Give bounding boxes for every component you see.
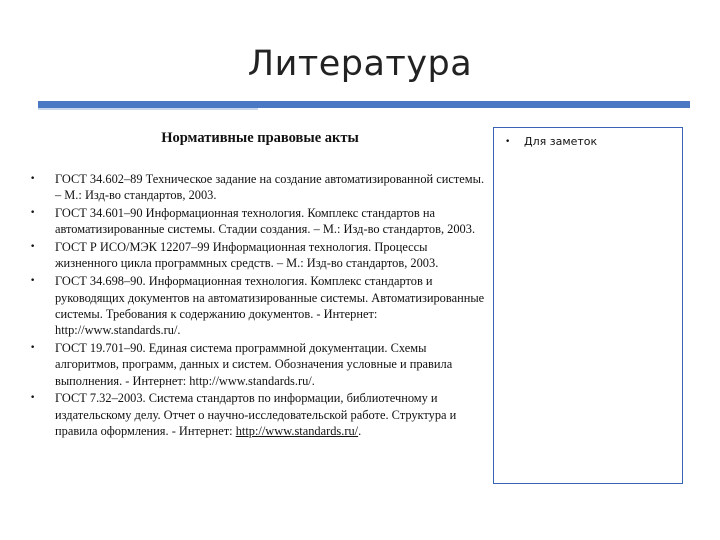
reference-text: ГОСТ 19.701–90. Единая система программной документации. Схемы алгоритмов, программ, данных и систем. Обозначения условные и правила выполнения. - Интернет: http://www.standards.ru/. bbox=[55, 340, 453, 388]
reference-item bbox=[28, 205, 490, 238]
references-list bbox=[28, 171, 490, 441]
slide-title: Литература bbox=[247, 44, 473, 84]
reference-text: ГОСТ Р ИСО/МЭК 12207–99 Информационная технология. Процессы жизненного цикла программных средств. – М.: Изд-во стандартов, 2003. bbox=[55, 240, 439, 271]
standards-link[interactable]: http://www.standards.ru/ bbox=[235, 423, 359, 438]
notes-label: Для заметок bbox=[524, 135, 598, 148]
bullet-icon: • bbox=[30, 393, 36, 404]
reference-item bbox=[28, 273, 490, 338]
bullet-icon: • bbox=[30, 342, 36, 353]
notes-bullet-icon: • bbox=[505, 137, 511, 147]
reference-text: ГОСТ 34.601–90 Информационная технология. Комплекс стандартов на автоматизированные системы. Стадии создания. – М.: Изд-во стандартов, 2003. bbox=[55, 206, 476, 237]
reference-text-start: ГОСТ 7.32–2003. Система стандартов по информации, библиотечному и издательскому делу. Отчет о научно-исследовательской работе. Структура и правила оформления. - Интернет: bbox=[55, 391, 457, 438]
reference-text-end: . bbox=[358, 423, 362, 438]
title-underline-rule bbox=[38, 101, 690, 108]
reference-item bbox=[28, 171, 490, 204]
reference-item bbox=[28, 340, 490, 389]
reference-item bbox=[28, 239, 490, 272]
reference-text: ГОСТ 34.602–89 Техническое задание на создание автоматизированной системы. – М.: Изд-во стандартов, 2003. bbox=[55, 172, 485, 203]
reference-text bbox=[55, 391, 456, 438]
section-subheading: Нормативные правовые акты bbox=[161, 130, 359, 146]
bullet-icon: • bbox=[30, 208, 36, 219]
bullet-icon: • bbox=[30, 276, 36, 287]
reference-item bbox=[28, 390, 490, 439]
bullet-icon: • bbox=[30, 242, 36, 253]
bullet-icon: • bbox=[30, 174, 36, 184]
notes-box[interactable] bbox=[493, 127, 683, 484]
reference-text: ГОСТ 34.698–90. Информационная технология. Комплекс стандартов и руководящих документов на автоматизированные системы. Автоматизированные системы. Требования к содержанию документов. - Интернет: http://www.standards.ru/. bbox=[55, 274, 485, 338]
title-underline-shadow bbox=[38, 108, 258, 110]
